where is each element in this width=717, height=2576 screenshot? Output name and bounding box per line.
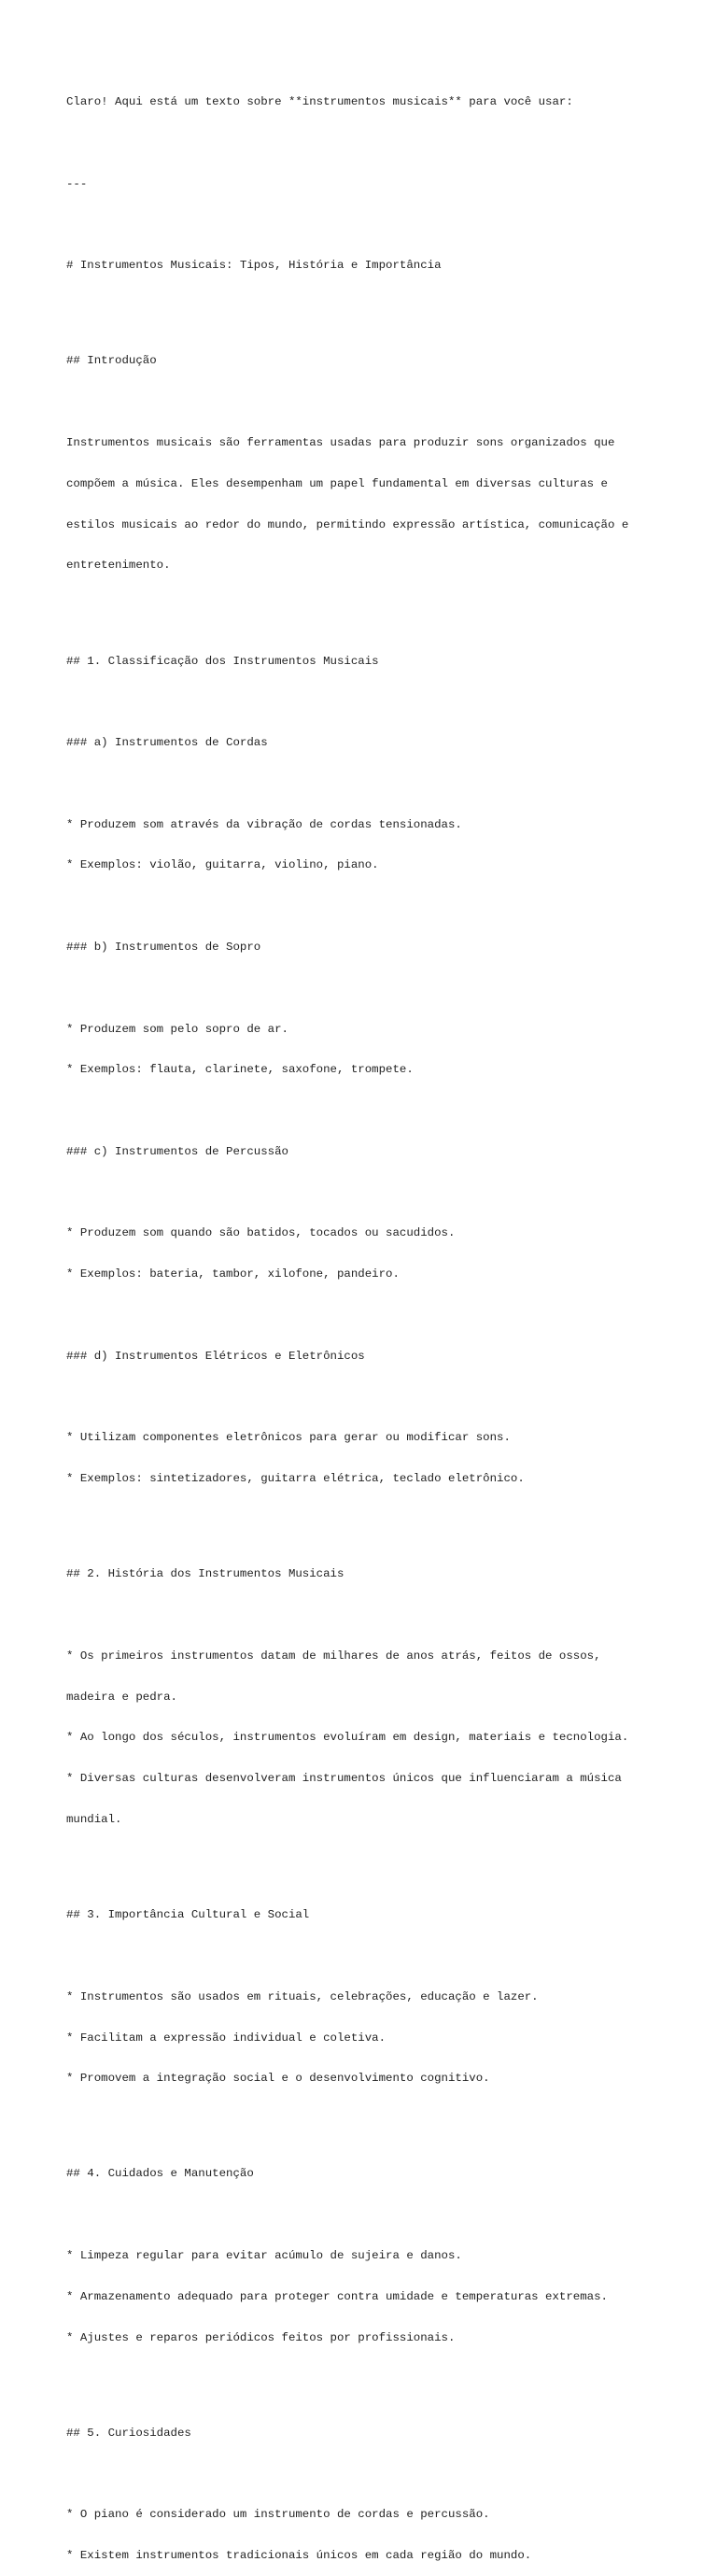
intro-line: Claro! Aqui está um texto sobre **instrumentos musicais** para você usar:: [66, 95, 573, 109]
blank-line: [66, 1391, 682, 1405]
bullet-item: madeira e pedra.: [66, 1690, 177, 1704]
blank-line: [66, 1949, 682, 1963]
bullet-item: * Instrumentos são usados em rituais, celebrações, educação e lazer.: [66, 1989, 539, 2003]
separator: ---: [66, 177, 88, 191]
blank-line: [66, 600, 682, 614]
subsection-heading-percussao: ### c) Instrumentos de Percussão: [66, 1144, 288, 1158]
blank-line: [66, 2371, 682, 2385]
bullet-item: * Exemplos: sintetizadores, guitarra elétrica, teclado eletrônico.: [66, 1472, 525, 1486]
section-heading-historia: ## 2. História dos Instrumentos Musicais: [66, 1567, 344, 1581]
bullet-item: * Armazenamento adequado para proteger contra umidade e temperaturas extremas.: [66, 2289, 608, 2303]
blank-line: [66, 2208, 682, 2222]
paragraph-line: entretenimento.: [66, 559, 171, 573]
blank-line: [66, 695, 682, 709]
blank-line: [66, 1513, 682, 1527]
document-body: [66, 68, 682, 2576]
subsection-heading-cordas: ### a) Instrumentos de Cordas: [66, 736, 268, 750]
blank-line: [66, 2113, 682, 2127]
bullet-item: * Os primeiros instrumentos datam de milhares de anos atrás, feitos de ossos,: [66, 1649, 601, 1663]
subsection-heading-sopro: ### b) Instrumentos de Sopro: [66, 941, 261, 954]
blank-line: [66, 300, 682, 314]
blank-line: [66, 219, 682, 233]
bullet-item: * Promovem a integração social e o desenvolvimento cognitivo.: [66, 2072, 490, 2086]
paragraph-line: Instrumentos musicais são ferramentas usadas para produzir sons organizados que: [66, 436, 615, 450]
bullet-item: * Ao longo dos séculos, instrumentos evoluíram em design, materiais e tecnologia.: [66, 1731, 629, 1745]
paragraph-line: compõem a música. Eles desempenham um papel fundamental em diversas culturas e: [66, 476, 608, 490]
section-heading-curiosidades: ## 5. Curiosidades: [66, 2426, 191, 2440]
blank-line: [66, 1104, 682, 1118]
blank-line: [66, 899, 682, 913]
bullet-item: * Diversas culturas desenvolveram instrumentos únicos que influenciaram a música: [66, 1772, 622, 1786]
section-heading-classificacao: ## 1. Classificação dos Instrumentos Musicais: [66, 654, 379, 668]
blank-line: [66, 136, 682, 150]
blank-line: [66, 777, 682, 791]
bullet-item: * Facilitam a expressão individual e coletiva.: [66, 2031, 387, 2045]
bullet-item: * Limpeza regular para evitar acúmulo de sujeira e danos.: [66, 2249, 462, 2262]
blank-line: [66, 1608, 682, 1622]
document-title: # Instrumentos Musicais: Tipos, História e Importância: [66, 259, 442, 273]
blank-line: [66, 2468, 682, 2482]
bullet-item: * Produzem som quando são batidos, tocados ou sacudidos.: [66, 1226, 456, 1240]
blank-line: [66, 982, 682, 996]
blank-line: [66, 1309, 682, 1323]
subsection-heading-eletricos: ### d) Instrumentos Elétricos e Eletrônicos: [66, 1349, 365, 1363]
section-heading-cuidados: ## 4. Cuidados e Manutenção: [66, 2167, 254, 2181]
paragraph-line: estilos musicais ao redor do mundo, permitindo expressão artística, comunicação e: [66, 517, 629, 531]
blank-line: [66, 1854, 682, 1868]
section-heading-introducao: ## Introdução: [66, 354, 157, 368]
bullet-item: * O piano é considerado um instrumento de cordas e percussão.: [66, 2508, 490, 2522]
bullet-item: * Ajustes e reparos periódicos feitos por profissionais.: [66, 2330, 456, 2344]
blank-line: [66, 1186, 682, 1200]
bullet-item: * Existem instrumentos tradicionais únicos em cada região do mundo.: [66, 2549, 532, 2563]
blank-line: [66, 395, 682, 409]
bullet-item: * Exemplos: violão, guitarra, violino, piano.: [66, 858, 379, 872]
bullet-item: * Utilizam componentes eletrônicos para gerar ou modificar sons.: [66, 1431, 511, 1445]
section-heading-importancia: ## 3. Importância Cultural e Social: [66, 1908, 310, 1922]
bullet-item: * Produzem som pelo sopro de ar.: [66, 1022, 288, 1036]
bullet-item: * Exemplos: bateria, tambor, xilofone, pandeiro.: [66, 1267, 400, 1281]
bullet-item: mundial.: [66, 1813, 122, 1826]
bullet-item: * Exemplos: flauta, clarinete, saxofone, trompete.: [66, 1063, 414, 1077]
bullet-item: * Produzem som através da vibração de cordas tensionadas.: [66, 817, 462, 831]
